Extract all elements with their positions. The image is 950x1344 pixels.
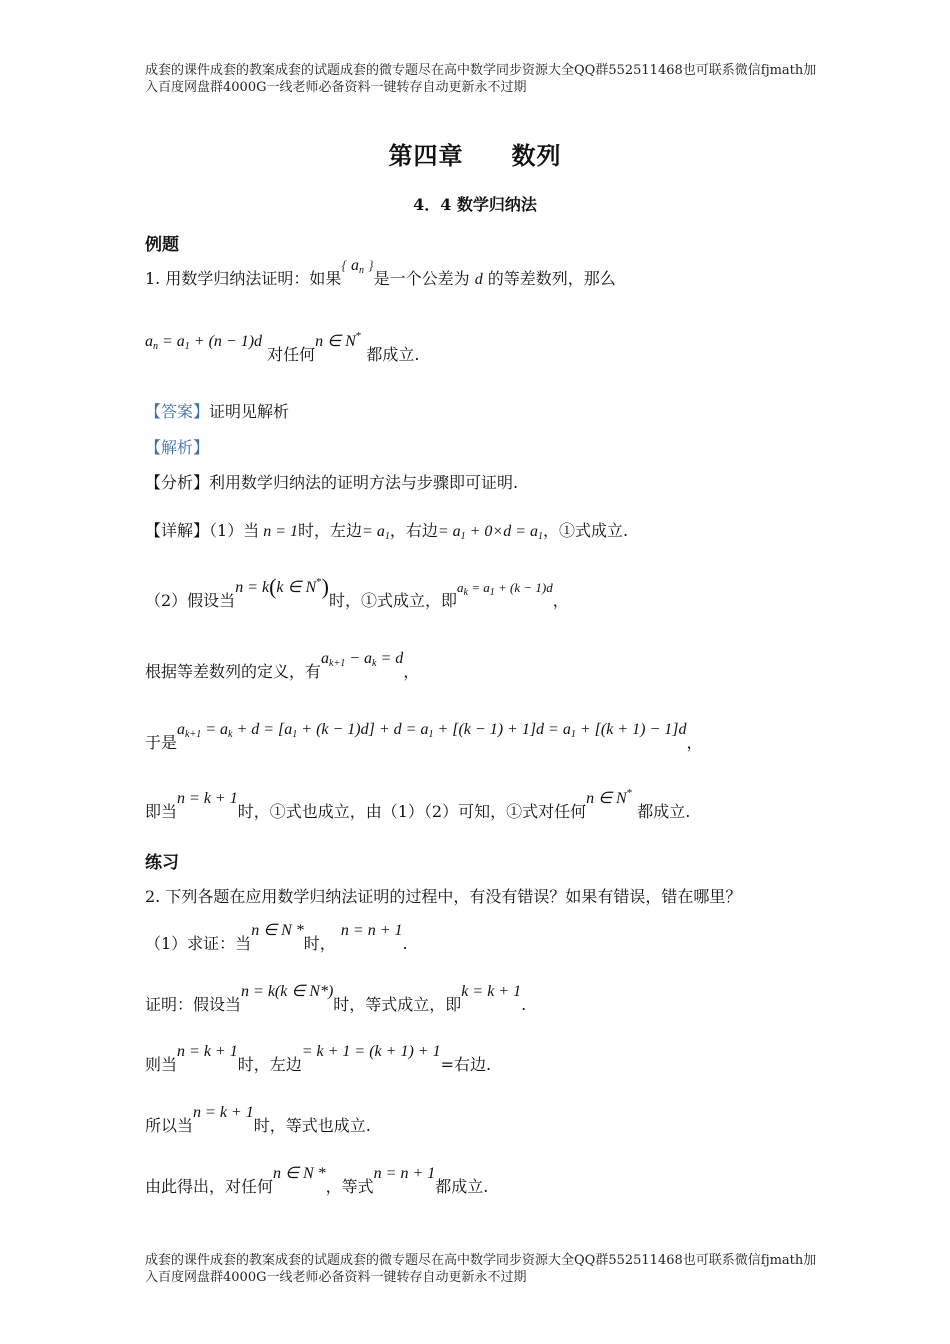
practice2-line3 (145, 1043, 492, 1075)
fenxi-line (145, 470, 518, 493)
formula-difference: $a_{k+1} - a_k = d$ (321, 650, 404, 669)
fenxi-tag: 【分析】 (145, 473, 210, 492)
formula-n-eq-k-plus-1-c: n = k + 1 (193, 1104, 254, 1121)
example1-text-c: 的等差数列，那么 (487, 269, 616, 288)
formula-n-in-Nstar: n ∈ N * (251, 922, 304, 939)
formula-ak1-derivation: $a_{k+1} = a_k + d = [a_1 + (k - 1)d] + d = a_1 + [(k - 1) + 1]d = a_1 + [(k + 1) - 1]d$ (177, 721, 687, 740)
analysis-line (145, 435, 209, 458)
p2-l1-text-c: . (402, 934, 408, 953)
formula-n-eq-n-plus-1-b: n = n + 1 (373, 1165, 436, 1182)
step1-text-b: 时，左边 (298, 521, 363, 540)
formula-an-set: { $a_n$ } (341, 257, 374, 276)
example1-text-b: 是一个公差为 (373, 269, 470, 288)
step1-text-d: ，①式成立. (543, 521, 629, 540)
formula-left-a1: = $a_1$ (362, 523, 390, 542)
step2-text-c: ， (552, 591, 569, 610)
formula-right-side: = $a_1 + 0\times d = a_1$ (437, 523, 544, 542)
p2-l3-text-a: 则当 (145, 1055, 178, 1074)
p2-l1-text-a: （1）求证：当 (145, 934, 252, 953)
example1-prompt (145, 257, 616, 290)
detail-step3 (145, 650, 420, 683)
p2-l5-text-a: 由此得出，对任何 (145, 1177, 274, 1196)
example1-text-d: 对任何 (267, 345, 316, 364)
detail-step4 (145, 721, 703, 754)
formula-k-eq-k-plus-1: k = k + 1 (461, 983, 522, 1000)
formula-n-eq-n-plus-1: n = n + 1 (340, 922, 403, 939)
formula-n-in-Nstar-b: n ∈ N * (273, 1165, 326, 1182)
chapter-label: 第四章 (388, 141, 464, 170)
step5-text-a: 即当 (145, 802, 178, 821)
step1-text-a: （1）当 (209, 521, 260, 540)
practice2-line4 (145, 1104, 371, 1136)
formula-n-eq-k-plus-1-b: n = k + 1 (177, 1043, 238, 1060)
chapter-topic: 数列 (511, 141, 562, 170)
footer-notice: 成套的课件成套的教案成套的试题成套的微专题尽在高中数学同步资源大全QQ群552511468也可联系微信fjmath加入百度网盘群4000G一线老师必备资料一键转存自动更新永不过期 (145, 1253, 817, 1285)
formula-n-in-N: n ∈ N* (315, 330, 362, 350)
p2-l2-text-b: 时，等式成立，即 (333, 995, 462, 1014)
step4-text-a: 于是 (145, 733, 178, 752)
formula-n-eq-k-in-Nstar: n = k(k ∈ N*) (241, 983, 334, 1000)
chapter-title (0, 136, 950, 171)
practice2-line5 (145, 1165, 489, 1197)
analysis-tag: 【解析】 (145, 438, 210, 457)
fenxi-text: 利用数学归纳法的证明方法与步骤即可证明. (209, 473, 519, 492)
example1-text-e: 都成立. (366, 345, 420, 364)
formula-general-term: $a_n = a_1 + (n - 1)d$ (145, 333, 263, 352)
answer-tag: 【答案】 (145, 402, 210, 421)
p2-l4-text-a: 所以当 (145, 1116, 194, 1135)
formula-n-eq-k-plus-1: n = k + 1 (177, 790, 238, 807)
step2-text-a: （2）假设当 (145, 591, 236, 610)
p2-l4-text-b: 时，等式也成立. (253, 1116, 371, 1135)
p2-l2-text-c: . (521, 995, 527, 1014)
p2-l1-text-b: 时， (303, 934, 336, 953)
step1-text-c: ，右边 (389, 521, 438, 540)
formula-left-side: = k + 1 = (k + 1) + 1 (301, 1043, 441, 1060)
p2-l3-text-b: 时，左边 (237, 1055, 302, 1074)
detail-tag: 【详解】 (145, 521, 210, 540)
practice2-line1 (145, 922, 408, 954)
p2-l5-text-c: 都成立. (435, 1177, 489, 1196)
formula-n-in-N-star: n ∈ N* (586, 787, 633, 807)
p2-l3-text-c: =右边. (440, 1055, 492, 1074)
answer-line (145, 399, 289, 422)
examples-heading: 例题 (145, 235, 179, 255)
answer-text: 证明见解析 (209, 402, 290, 421)
formula-n-eq-k: n = k(k ∈ N*) (235, 574, 329, 599)
step4-text-b: ， (686, 733, 703, 752)
step3-text-b: ， (403, 662, 420, 681)
practice2-prompt: 2. 下列各题在应用数学归纳法证明的过程中，有没有错误？如果有错误，错在哪里？ (145, 887, 742, 906)
detail-step2 (145, 574, 569, 614)
formula-ak: ak = a1 + (k − 1)d (456, 580, 553, 598)
step5-text-b: 时，①式也成立，由（1）（2）可知，①式对任何 (237, 802, 587, 821)
header-notice: 成套的课件成套的教案成套的试题成套的微专题尽在高中数学同步资源大全QQ群552511468也可联系微信fjmath加入百度网盘群4000G一线老师必备资料一键转存自动更新永不过期 (145, 63, 817, 95)
p2-l2-text-a: 证明：假设当 (145, 995, 242, 1014)
formula-n-eq-1: n = 1 (259, 523, 298, 540)
step5-text-c: 都成立. (637, 802, 691, 821)
example1-text-a: 1. 用数学归纳法证明：如果 (145, 269, 342, 288)
practice-heading: 练习 (145, 853, 179, 873)
detail-step5 (145, 787, 691, 822)
step2-text-b: 时，①式成立，即 (328, 591, 457, 610)
detail-step1 (145, 518, 628, 542)
step3-text-a: 根据等差数列的定义，有 (145, 662, 322, 681)
p2-l5-text-b: ，等式 (325, 1177, 374, 1196)
formula-d: d (474, 271, 483, 288)
example1-formula (145, 330, 420, 366)
section-title: 4．4 数学归纳法 (413, 195, 537, 214)
practice2-line2 (145, 983, 527, 1015)
